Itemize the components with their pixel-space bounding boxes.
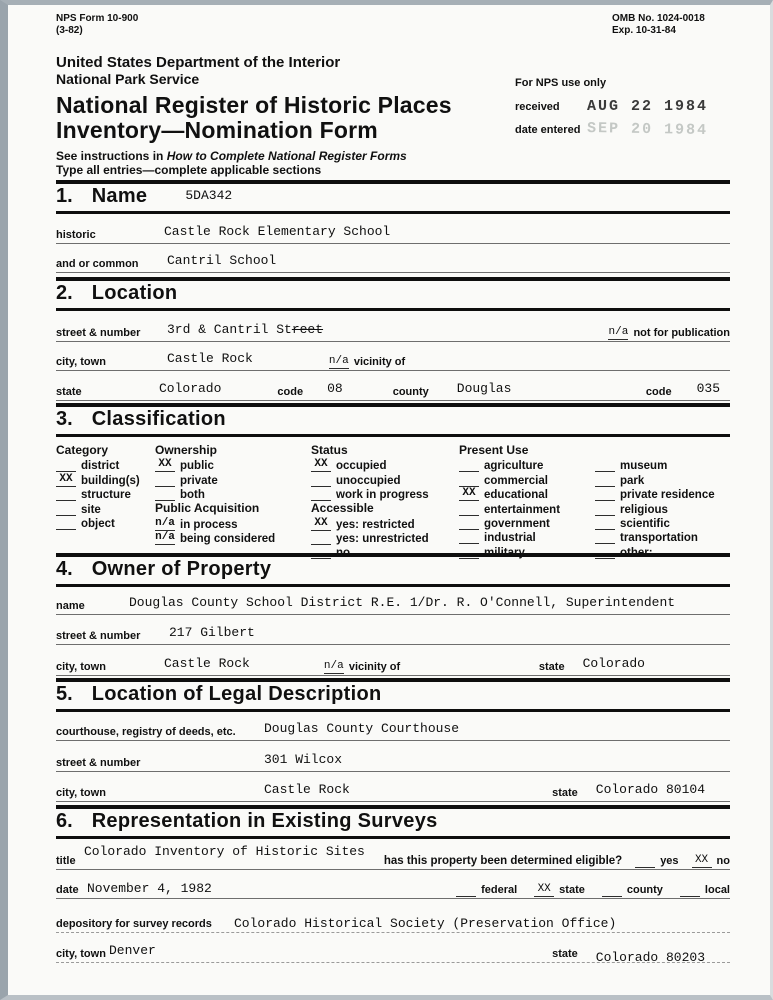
field-row-common-name xyxy=(56,244,730,273)
section-1-name-header xyxy=(56,180,730,214)
survey-title-label: title xyxy=(56,855,76,867)
form-number-line2: (3-82) xyxy=(56,25,83,36)
field-row-owner-street xyxy=(56,615,730,645)
legal-street-label: street & number xyxy=(56,757,141,769)
section-title: Name xyxy=(91,185,148,207)
checkbox-both: both xyxy=(155,487,311,501)
city-value: Castle Rock xyxy=(167,351,253,366)
checkbox-work-in-progress: work in progress xyxy=(311,487,459,501)
checkbox-being-considered: n/a being considered xyxy=(155,530,276,545)
state-label: state xyxy=(56,386,82,398)
street-label: street & number xyxy=(56,327,141,339)
not-for-publication-label: not for publication xyxy=(633,327,730,339)
checkbox-district: district xyxy=(56,458,155,472)
category-column xyxy=(56,443,155,553)
survey-title-value: Colorado Inventory of Historic Sites xyxy=(84,844,365,859)
vicinity-label: vicinity of xyxy=(353,356,406,368)
owner-vicinity-mark: n/a xyxy=(323,660,344,672)
courthouse-value: Douglas County Courthouse xyxy=(264,721,460,736)
checkbox-commercial: commercial xyxy=(459,472,595,486)
state-code-value: 08 xyxy=(327,381,343,396)
instructions xyxy=(56,149,730,177)
section-title: Location of Legal Description xyxy=(91,683,382,705)
legal-street-value: 301 Wilcox xyxy=(264,752,343,767)
received-date-stamp: AUG 22 1984 xyxy=(587,98,709,115)
section-title: Classification xyxy=(91,408,226,430)
eligible-no-label: no xyxy=(716,855,730,867)
survey-state-value: Colorado 80203 xyxy=(595,950,705,965)
present-use-header: Present Use xyxy=(459,443,529,457)
checkbox-structure: structure xyxy=(56,487,155,501)
common-name-value: Cantril School xyxy=(167,253,277,268)
checkbox-occupied: XX occupied xyxy=(311,458,459,472)
department-name: United States Department of the Interior xyxy=(56,54,341,71)
category-header: Category xyxy=(56,443,109,457)
section-2-location-header xyxy=(56,277,730,311)
not-for-publication-mark: n/a xyxy=(608,326,629,338)
date-entered-stamp: SEP 20 1984 xyxy=(586,119,709,140)
owner-vicinity-label: vicinity of xyxy=(348,661,401,673)
form-number-line1: NPS Form 10-900 xyxy=(56,13,139,24)
checkbox-industrial: industrial xyxy=(459,530,595,544)
section-number: 3. xyxy=(56,408,73,430)
checkbox-religious: religious xyxy=(595,501,730,515)
section-5-legal-header xyxy=(56,678,730,712)
checkbox-transportation: transportation xyxy=(595,530,730,544)
legal-state-label: state xyxy=(552,787,578,799)
eligible-yes-label: yes xyxy=(660,855,679,867)
field-row-survey-date xyxy=(56,870,730,899)
field-row-state xyxy=(56,371,730,401)
section-6-surveys-header xyxy=(56,805,730,839)
section-title: Location xyxy=(91,282,178,304)
form-title xyxy=(56,93,515,144)
legal-state-value: Colorado 80104 xyxy=(595,782,705,797)
street-value: 3rd & Cantril Street xyxy=(167,322,324,337)
county-code-value: 035 xyxy=(696,381,720,396)
depository-label: depository for survey records xyxy=(56,918,212,930)
checkbox-entertainment: entertainment xyxy=(459,501,595,515)
field-row-legal-street xyxy=(56,741,730,772)
instructions-manual-title: How to Complete National Register Forms xyxy=(166,149,407,163)
present-use-column-1 xyxy=(459,443,595,559)
checkbox-yes-restricted: XX yes: restricted xyxy=(311,516,459,530)
survey-state-label: state xyxy=(552,948,578,960)
owner-city-value: Castle Rock xyxy=(164,656,250,671)
street-struck-text: reet xyxy=(291,322,324,337)
field-row-survey-title xyxy=(56,839,730,870)
field-row-street xyxy=(56,311,730,342)
eligible-no-mark: XX xyxy=(692,855,712,868)
checkbox-no: no xyxy=(311,545,459,559)
field-row-courthouse xyxy=(56,712,730,741)
survey-city-value: Denver xyxy=(109,943,156,958)
section-number: 6. xyxy=(56,810,73,832)
checkbox-scientific: scientific xyxy=(595,516,730,530)
field-row-depository xyxy=(56,899,730,933)
field-row-legal-city xyxy=(56,772,730,802)
local-mark xyxy=(680,884,700,897)
eligible-question: has this property been determined eligible? xyxy=(383,855,623,867)
county-level-label: county xyxy=(626,884,663,896)
instructions-line2: Type all entries—complete applicable sections xyxy=(56,163,322,177)
classification-grid xyxy=(56,437,730,560)
courthouse-label: courthouse, registry of deeds, etc. xyxy=(56,726,236,738)
owner-vicinity-group xyxy=(324,661,400,675)
not-for-publication-group xyxy=(608,327,730,341)
checkbox-other: other: xyxy=(595,544,730,558)
owner-name-value: Douglas County School District R.E. 1/Dr. R. O'Connell, Superintendent xyxy=(129,595,676,610)
owner-name-label: name xyxy=(56,600,85,612)
nps-use-only-box xyxy=(515,77,730,144)
section-number: 5. xyxy=(56,683,73,705)
checkbox-educational: XX educational xyxy=(459,487,595,501)
state-mark: XX xyxy=(534,884,554,897)
checkbox-museum: museum xyxy=(595,458,730,472)
omb-number xyxy=(612,13,730,37)
local-label: local xyxy=(704,884,730,896)
checkbox-site: site xyxy=(56,501,155,515)
checkbox-military: military xyxy=(459,544,595,558)
vicinity-mark: n/a xyxy=(328,355,349,367)
state-value: Colorado xyxy=(159,381,222,396)
federal-mark xyxy=(456,884,476,897)
survey-date-value: November 4, 1982 xyxy=(87,881,212,896)
checkbox-private-residence: private residence xyxy=(595,487,730,501)
agency-name: National Park Service xyxy=(56,71,200,87)
field-row-owner-name xyxy=(56,587,730,615)
owner-state-label: state xyxy=(538,661,565,673)
checkbox-park: park xyxy=(595,472,730,486)
common-name-label: and or common xyxy=(56,258,139,270)
survey-city-label: city, town xyxy=(56,948,106,960)
checkbox-in-process: n/a in process xyxy=(155,516,238,531)
section-number: 4. xyxy=(56,558,73,580)
county-value: Douglas xyxy=(456,381,512,396)
present-use-column-2 xyxy=(595,443,730,559)
survey-date-label: date xyxy=(56,884,79,896)
status-column xyxy=(311,443,459,560)
accessible-header: Accessible xyxy=(311,501,374,516)
checkbox-government: government xyxy=(459,516,595,530)
section-number: 2. xyxy=(56,282,73,304)
section-title: Representation in Existing Surveys xyxy=(91,810,438,832)
section-title: Owner of Property xyxy=(91,558,272,580)
legal-city-label: city, town xyxy=(56,787,106,799)
legal-city-value: Castle Rock xyxy=(264,782,350,797)
nps-use-only-label: For NPS use only xyxy=(515,77,607,89)
city-label: city, town xyxy=(56,356,106,368)
eligible-group xyxy=(384,855,730,869)
omb-line1: OMB No. 1024-0018 xyxy=(612,13,705,24)
field-row-historic xyxy=(56,214,730,244)
checkbox-unoccupied: unoccupied xyxy=(311,472,459,486)
form-number xyxy=(56,13,138,37)
field-row-city xyxy=(56,342,730,371)
checkbox-buildings: XX building(s) xyxy=(56,472,155,486)
public-acquisition-header: Public Acquisition xyxy=(155,501,260,516)
received-label: received xyxy=(515,101,560,113)
county-mark xyxy=(602,884,622,897)
section-number: 1. xyxy=(56,185,73,207)
owner-street-value: 217 Gilbert xyxy=(169,625,255,640)
historic-label: historic xyxy=(56,229,96,241)
owner-street-label: street & number xyxy=(56,630,141,642)
checkbox-private: private xyxy=(155,472,311,486)
instructions-prefix: See instructions in xyxy=(56,149,164,163)
form-header xyxy=(56,13,730,37)
field-row-owner-city xyxy=(56,645,730,676)
omb-line2: Exp. 10-31-84 xyxy=(612,25,676,36)
eligible-yes-mark xyxy=(635,855,655,868)
county-label: county xyxy=(392,386,429,398)
checkbox-yes-unrestricted: yes: unrestricted xyxy=(311,531,459,545)
owner-city-label: city, town xyxy=(56,661,106,673)
ownership-header: Ownership xyxy=(155,443,218,457)
depository-value: Colorado Historical Society (Preservation Office) xyxy=(234,916,617,931)
code-label: code xyxy=(277,386,304,398)
owner-state-value: Colorado xyxy=(582,656,645,671)
checkbox-object: object xyxy=(56,516,155,530)
historic-value: Castle Rock Elementary School xyxy=(164,224,391,239)
field-row-survey-city xyxy=(56,933,730,963)
form-title-line2: Inventory—Nomination Form xyxy=(56,117,378,143)
checkbox-agriculture: agriculture xyxy=(459,458,595,472)
vicinity-group xyxy=(329,356,405,370)
ownership-column xyxy=(155,443,311,553)
site-number: 5DA342 xyxy=(185,188,233,203)
survey-level-group xyxy=(456,884,730,898)
code-label: code xyxy=(645,386,672,398)
status-header: Status xyxy=(311,443,348,457)
section-3-classification-header xyxy=(56,403,730,437)
state-level-label: state xyxy=(559,884,585,896)
date-entered-label: date entered xyxy=(515,124,581,136)
federal-label: federal xyxy=(481,884,518,896)
form-title-line1: National Register of Historic Places xyxy=(56,92,452,118)
checkbox-public: XX public xyxy=(155,458,311,472)
